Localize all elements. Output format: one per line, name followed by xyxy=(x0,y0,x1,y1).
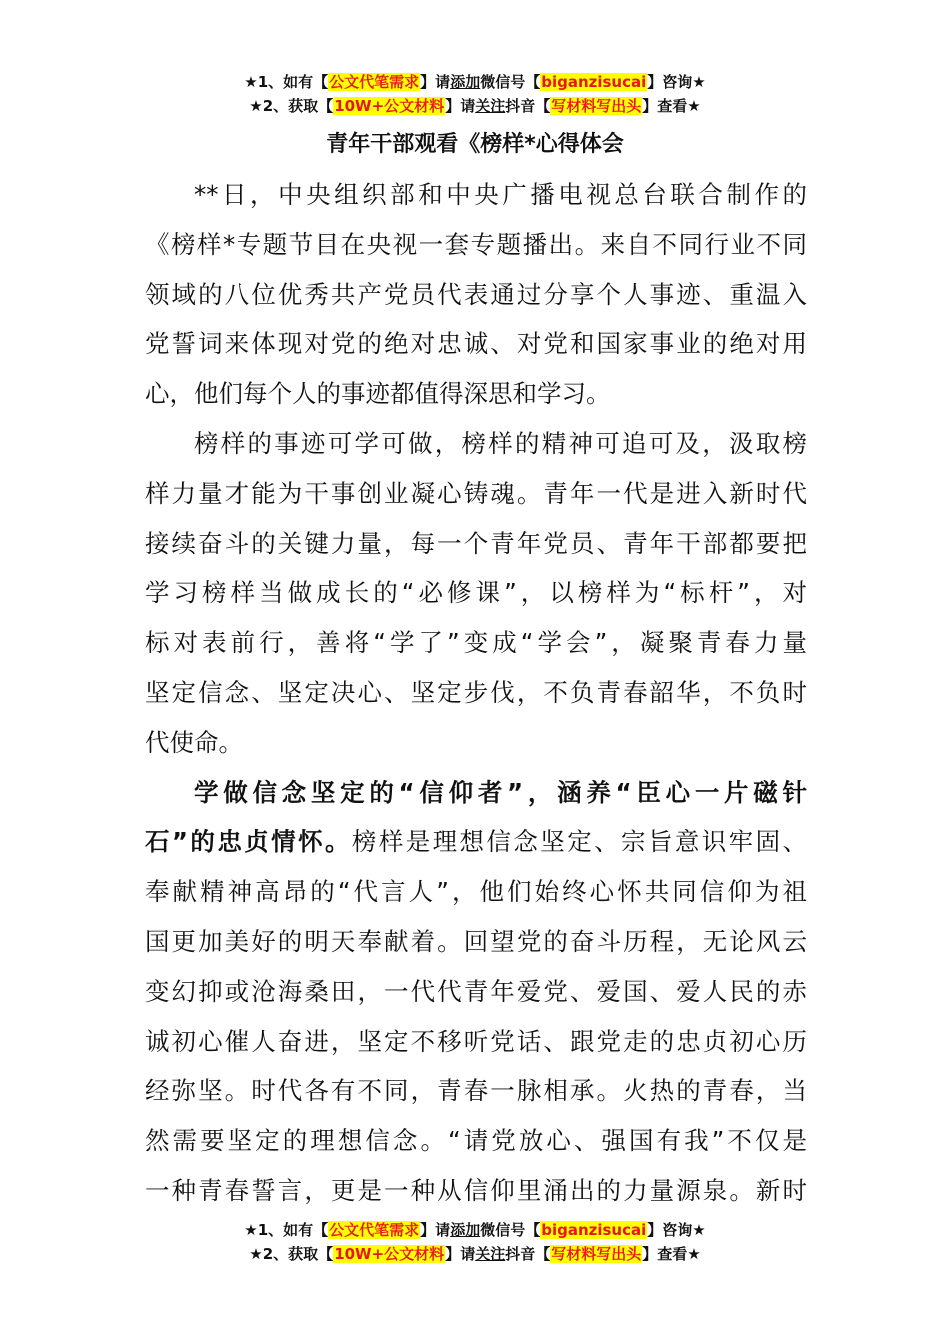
body-line: 国更加美好的明天奉献着。回望党的奋斗历程，无论风云 xyxy=(145,926,807,956)
body-line: 奉献精神高昂的“代言人”，他们始终心怀共同信仰为祖 xyxy=(145,877,807,907)
promo-text: 抖音【 xyxy=(505,1245,551,1263)
promo-text: 】请 xyxy=(445,97,476,115)
promo-line-2 xyxy=(0,1242,950,1266)
promo-highlight: 写材料写出头 xyxy=(551,97,642,115)
promo-line-2 xyxy=(0,94,950,118)
promo-text: ★2、获取【 xyxy=(249,97,334,115)
promo-highlight: 公文代笔需求 xyxy=(329,73,420,91)
promo-text: 】查看★ xyxy=(642,97,701,115)
promo-highlight: 写材料写出头 xyxy=(551,1245,642,1263)
promo-banner-bottom xyxy=(0,1218,950,1266)
promo-text: 】请 xyxy=(420,1221,451,1239)
promo-text: ★1、如有【 xyxy=(244,1221,329,1239)
body-line xyxy=(145,817,807,867)
document-title: 青年干部观看《榜样*心得体会 xyxy=(326,132,624,157)
promo-text: 微信号【 xyxy=(480,73,541,91)
promo-banner-top xyxy=(0,70,950,118)
body-line: 党誓词来体现对党的绝对忠诚、对党和国家事业的绝对用 xyxy=(145,329,807,359)
promo-highlight: biganzisucai xyxy=(541,73,647,91)
promo-highlight: biganzisucai xyxy=(541,1221,647,1239)
promo-text: 微信号【 xyxy=(480,1221,541,1239)
promo-text: ★2、获取【 xyxy=(249,1245,334,1263)
body-line: 样力量才能为干事创业凝心铸魂。青年一代是进入新时代 xyxy=(145,478,807,508)
promo-text: ★1、如有【 xyxy=(244,73,329,91)
body-line: 学习榜样当做成长的“必修课”，以榜样为“标杆”，对 xyxy=(145,578,807,608)
body-line: **日，中央组织部和中央广播电视总台联合制作的 xyxy=(194,180,807,209)
body-line: 领域的八位优秀共产党员代表通过分享个人事迹、重温入 xyxy=(145,279,807,309)
body-line: 标对表前行，善将“学了”变成“学会”，凝聚青春力量 xyxy=(145,628,807,658)
promo-text: 】请 xyxy=(445,1245,476,1263)
promo-highlight: 10W+公文材料 xyxy=(334,97,445,115)
body-line: 心，他们每个人的事迹都值得深思和学习。 xyxy=(145,379,611,409)
section-heading-tail: 石”的忠贞情怀。 xyxy=(145,827,352,857)
promo-line-1 xyxy=(0,1218,950,1242)
promo-underlined: 添加 xyxy=(450,1221,481,1239)
body-line: 榜样的事迹可学可做，榜样的精神可追可及，汲取榜 xyxy=(194,428,807,458)
body-line: 一种青春誓言，更是一种从信仰里涌出的力量源泉。新时 xyxy=(145,1175,807,1205)
body-line: 诚初心催人奋进，坚定不移听党话、跟党走的忠贞初心历 xyxy=(145,1026,807,1056)
promo-text: 抖音【 xyxy=(505,97,551,115)
promo-highlight: 10W+公文材料 xyxy=(334,1245,445,1263)
body-line: 《榜样*专题节目在央视一套专题播出。来自不同行业不同 xyxy=(145,229,807,259)
body-line: 然需要坚定的理想信念。“请党放心、强国有我”不仅是 xyxy=(145,1126,807,1156)
body-line: 坚定信念、坚定决心、坚定步伐，不负青春韶华，不负时 xyxy=(145,677,807,707)
body-line: 变幻抑或沧海桑田，一代代青年爱党、爱国、爱人民的赤 xyxy=(145,976,807,1006)
promo-underlined: 关注 xyxy=(475,1245,506,1263)
section-heading-line: 学做信念坚定的“信仰者”，涵养“臣心一片磁针 xyxy=(194,777,807,807)
promo-text: 】咨询★ xyxy=(647,1221,706,1239)
promo-text: 】查看★ xyxy=(642,1245,701,1263)
promo-underlined: 添加 xyxy=(450,73,481,91)
promo-text: 】咨询★ xyxy=(647,73,706,91)
document-body xyxy=(145,170,807,1216)
body-line: 接续奋斗的关键力量，每一个青年党员、青年干部都要把 xyxy=(145,528,807,558)
body-line: 代使命。 xyxy=(145,727,243,757)
promo-line-1 xyxy=(0,70,950,94)
promo-highlight: 公文代笔需求 xyxy=(329,1221,420,1239)
promo-text: 】请 xyxy=(420,73,451,91)
body-line: 经弥坚。时代各有不同，青春一脉相承。火热的青春，当 xyxy=(145,1076,807,1106)
promo-underlined: 关注 xyxy=(475,97,506,115)
body-line-text: 榜样是理想信念坚定、宗旨意识牢固、 xyxy=(351,827,807,857)
